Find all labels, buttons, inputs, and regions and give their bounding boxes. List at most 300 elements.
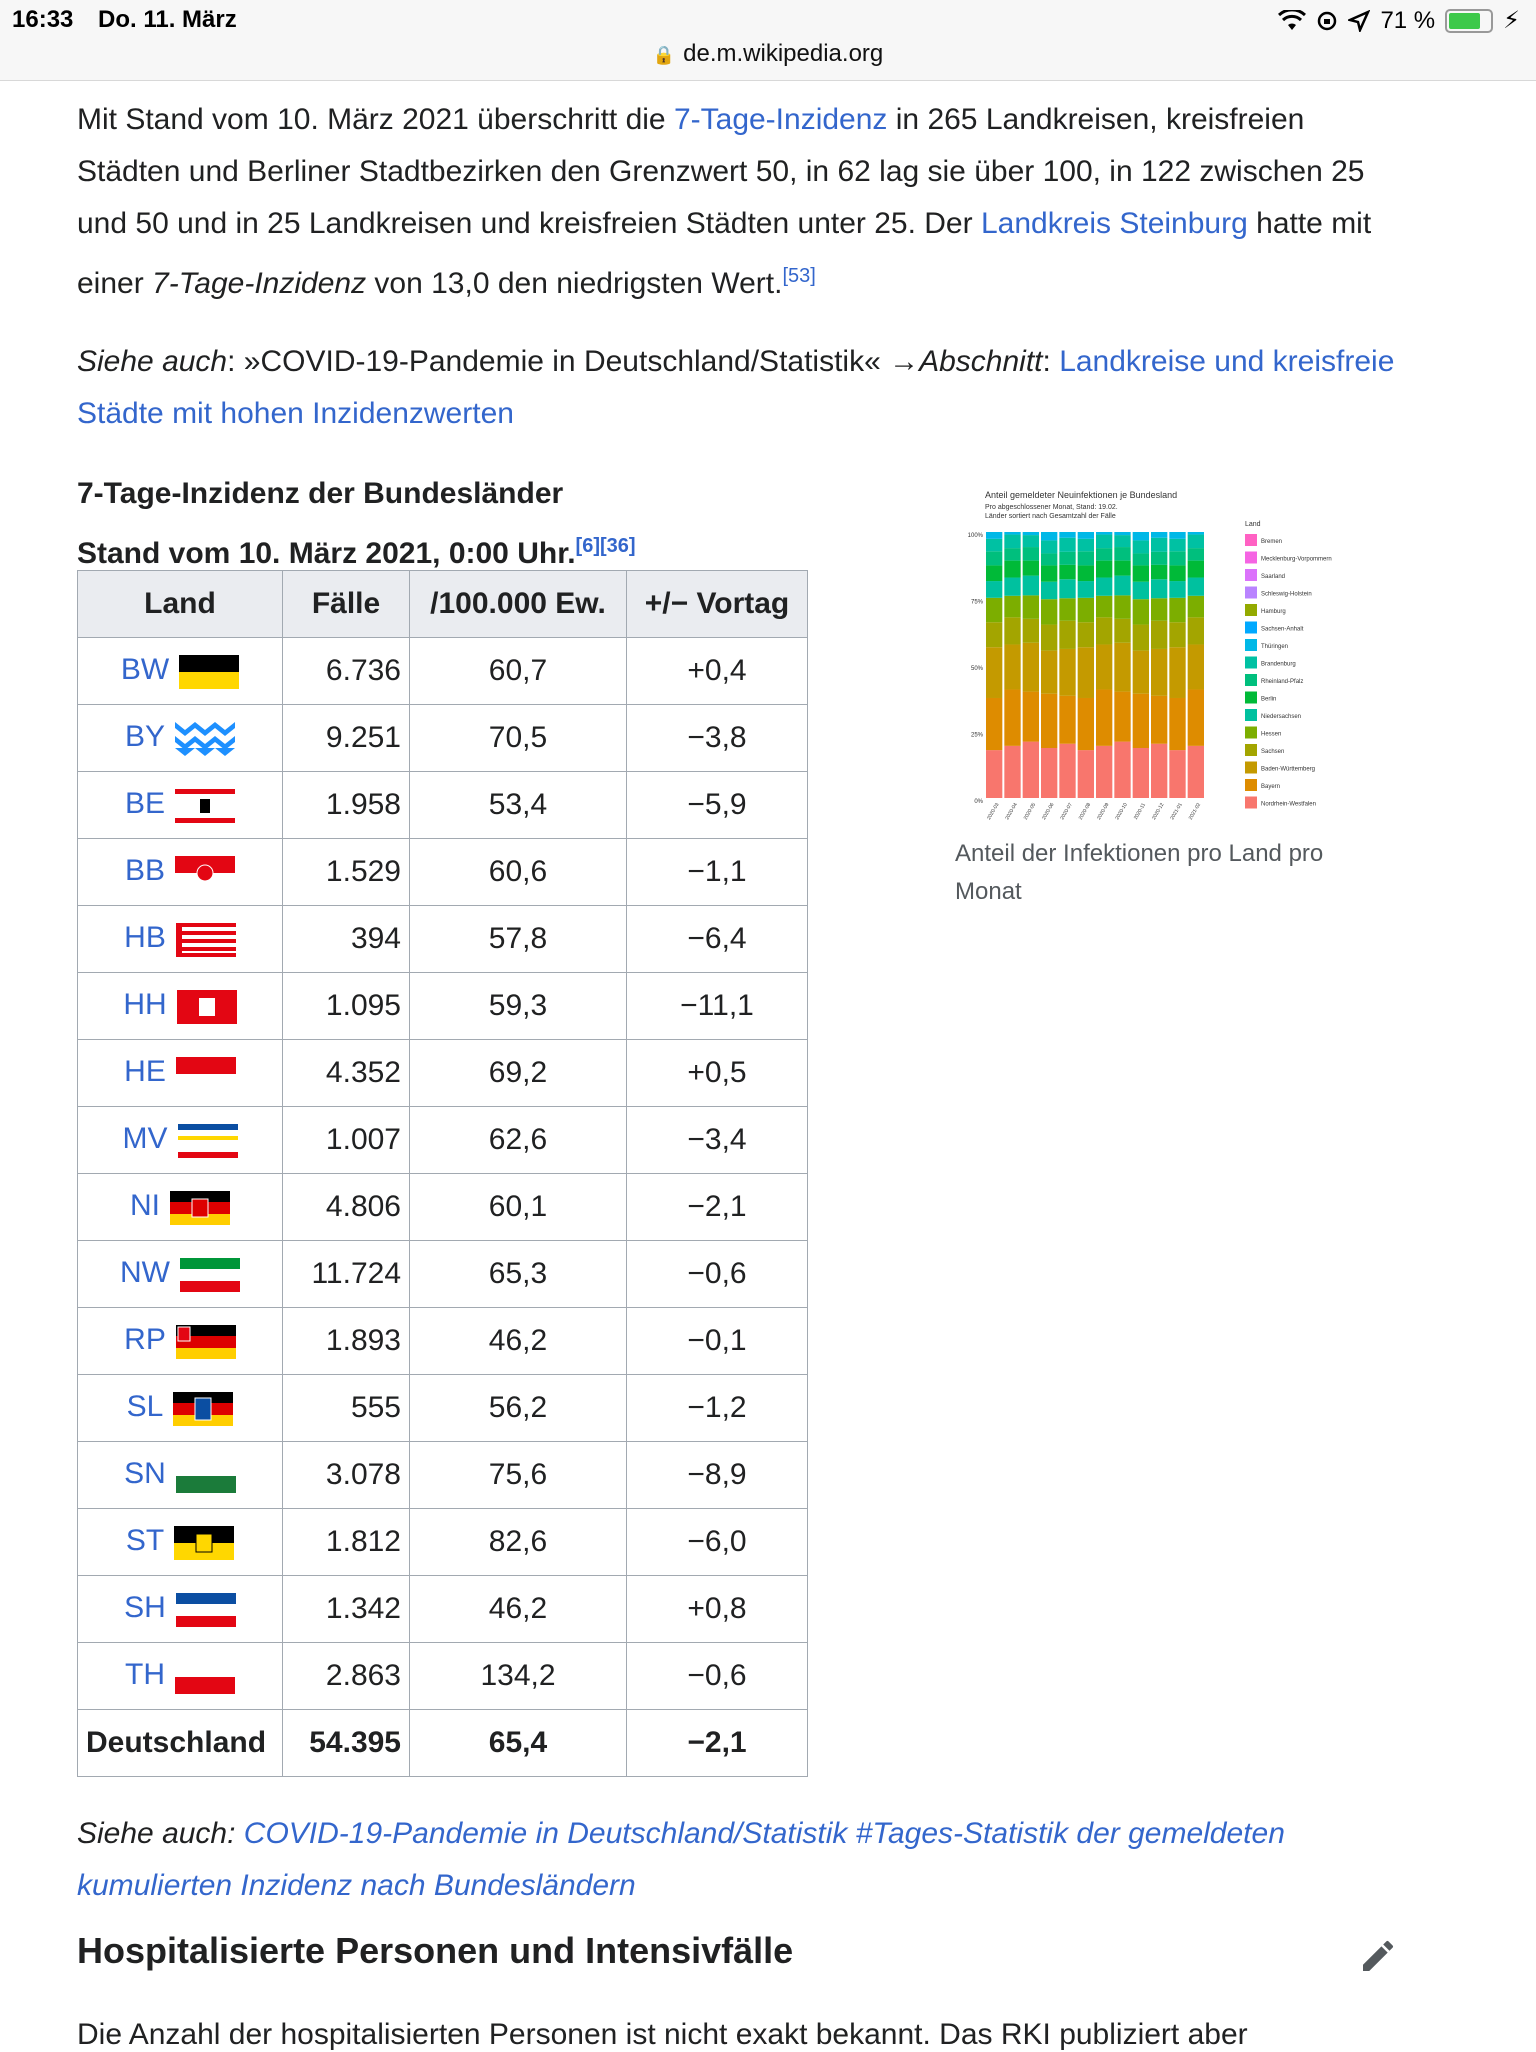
land-link[interactable]: HB: [124, 921, 166, 955]
stacked-segment: [1151, 696, 1167, 744]
legend-swatch: [1245, 604, 1257, 616]
stacked-segment: [1188, 689, 1204, 745]
cell-land[interactable]: [78, 705, 283, 772]
stacked-segment: [1133, 540, 1149, 553]
table-row: [78, 1107, 808, 1174]
land-link[interactable]: NI: [130, 1189, 160, 1223]
stacked-segment: [1096, 746, 1112, 798]
edit-pencil-icon[interactable]: [1358, 1936, 1398, 1976]
legend-swatch: [1245, 569, 1257, 581]
land-link[interactable]: BY: [124, 720, 166, 754]
cell-land[interactable]: [78, 772, 283, 839]
stacked-segment: [1078, 598, 1094, 622]
cell-faelle: 1.342: [283, 1576, 410, 1643]
land-link[interactable]: TH: [125, 1658, 165, 1692]
table-row: [78, 1576, 808, 1643]
cell-land[interactable]: [78, 973, 283, 1040]
stacked-segment: [1023, 576, 1039, 596]
cell-faelle: 3.078: [283, 1442, 410, 1509]
flag-icon: [175, 722, 235, 756]
cell-inzidenz: 60,7: [410, 638, 627, 705]
intro-paragraph: Mit Stand vom 10. März 2021 überschritt die 7-Tage-Inzidenz in 265 Landkreisen, kreisfreien Städten und Berliner Stadtbezirken den Grenzwert 50, in 62 lag sie über 100, in 122 zwischen 25 und 50 und in 25 Landkreisen und kreisfreien Städten unter 25. Der Landkreis Steinburg hatte mit einer 7-Tage-Inzidenz von 13,0 den niedrigsten Wert.[53]: [77, 103, 1372, 300]
x-tick-label: 2020-03: [986, 802, 1001, 820]
x-tick-label: 2020-09: [1096, 802, 1111, 820]
cell-vortag: −0,6: [627, 1643, 808, 1710]
table-row: [78, 1174, 808, 1241]
stacked-segment: [1096, 617, 1112, 644]
incidence-table: [77, 570, 808, 1777]
stacked-segment: [1078, 698, 1094, 750]
stacked-segment: [1133, 651, 1149, 694]
flag-icon: [175, 789, 235, 823]
stacked-segment: [1169, 698, 1185, 750]
cell-land[interactable]: [78, 839, 283, 906]
see-also-1: Siehe auch: »COVID-19-Pandemie in Deutschland/Statistik« →Abschnitt: Landkreise und kreisfreie Städte mit hohen Inzidenzwerten: [77, 345, 1395, 430]
cell-vortag: −5,9: [627, 772, 808, 839]
chart-thumbnail[interactable]: [955, 480, 1385, 911]
cell-vortag: −0,1: [627, 1308, 808, 1375]
cell-land[interactable]: [78, 1643, 283, 1710]
y-tick-label: 100%: [967, 533, 983, 539]
x-tick-label: 2020-05: [1022, 802, 1038, 820]
stacked-segment: [1151, 565, 1167, 579]
y-tick-label: 75%: [970, 599, 983, 606]
cell-vortag: −6,4: [627, 906, 808, 973]
table-row: [78, 1308, 808, 1375]
cell-vortag-total: −2,1: [627, 1710, 808, 1777]
stacked-segment: [1004, 644, 1020, 689]
cell-inzidenz: 59,3: [410, 973, 627, 1040]
stacked-segment: [1096, 596, 1112, 618]
stacked-segment: [1059, 696, 1075, 744]
legend-label: Sachsen: [1261, 749, 1285, 755]
stacked-segment: [1114, 561, 1130, 576]
stacked-segment: [1151, 579, 1167, 598]
stacked-segment: [1133, 565, 1149, 581]
stacked-segment: [1078, 551, 1094, 565]
cell-inzidenz: 70,5: [410, 705, 627, 772]
chart-title: Anteil gemeldeter Neuinfektionen je Bundesland: [985, 490, 1178, 500]
flag-icon: [174, 1526, 234, 1560]
stacked-segment: [1004, 578, 1020, 596]
stacked-segment: [986, 565, 1002, 581]
legend-swatch: [1245, 779, 1257, 791]
stacked-segment: [1041, 599, 1057, 624]
stacked-segment: [1151, 552, 1167, 565]
ref-53[interactable]: [53]: [782, 265, 816, 287]
legend-swatch: [1245, 587, 1257, 599]
status-icons: [1278, 6, 1520, 35]
link-landkreis-steinburg[interactable]: Landkreis Steinburg: [980, 207, 1248, 240]
cell-inzidenz: 46,2: [410, 1308, 627, 1375]
flag-icon: [177, 990, 237, 1024]
stacked-segment: [986, 750, 1002, 798]
stacked-segment: [1023, 535, 1039, 547]
legend-swatch: [1245, 657, 1257, 669]
cell-land[interactable]: [78, 1576, 283, 1643]
stacked-segment: [1188, 535, 1204, 549]
cell-land[interactable]: [78, 1509, 283, 1576]
stacked-segment: [1059, 532, 1075, 538]
stacked-segment: [1096, 689, 1112, 745]
stacked-segment: [1078, 565, 1094, 581]
flag-icon: [173, 1392, 233, 1426]
cell-vortag: −2,1: [627, 1174, 808, 1241]
stacked-segment: [986, 622, 1002, 647]
stacked-segment: [1004, 532, 1020, 535]
stacked-segment: [1114, 619, 1130, 643]
x-tick-label: 2020-04: [1004, 802, 1019, 820]
rotation-lock-icon: [1316, 10, 1338, 32]
stacked-segment: [1151, 532, 1167, 538]
stacked-bar-chart-image[interactable]: [955, 480, 1385, 820]
table-header-row: [78, 571, 808, 638]
stacked-segment: [1151, 649, 1167, 696]
cell-vortag: −1,1: [627, 839, 808, 906]
stacked-segment: [1023, 595, 1039, 618]
stacked-segment: [1059, 538, 1075, 552]
see-also-2: Siehe auch: COVID-19-Pandemie in Deutschland/Statistik #Tages-Statistik der gemeldeten kumulierten Inzidenz nach Bundesländern: [77, 1817, 1285, 1902]
stacked-segment: [1004, 746, 1020, 798]
x-tick-label: 2021-02: [1187, 802, 1203, 820]
x-tick-label: 2020-11: [1132, 802, 1148, 820]
stacked-segment: [1169, 598, 1185, 622]
cell-land[interactable]: [78, 1375, 283, 1442]
flag-icon: [176, 1459, 236, 1493]
location-icon: [1348, 10, 1370, 32]
cell-land[interactable]: [78, 638, 283, 705]
stacked-segment: [1151, 598, 1167, 621]
col-faelle[interactable]: Fälle: [283, 571, 410, 638]
cell-vortag: −0,6: [627, 1241, 808, 1308]
stacked-segment: [1023, 561, 1039, 576]
stacked-segment: [1188, 617, 1204, 644]
article-content: [77, 80, 1407, 440]
legend-label: Bayern: [1261, 784, 1281, 790]
col-inzidenz[interactable]: /100.000 Ew.: [410, 571, 627, 638]
cell-faelle: 1.812: [283, 1509, 410, 1576]
table-row: [78, 638, 808, 705]
legend-swatch: [1245, 797, 1257, 809]
cell-land[interactable]: [78, 1308, 283, 1375]
stacked-segment: [1041, 532, 1057, 540]
flag-icon: [176, 1325, 236, 1359]
stacked-segment: [1133, 599, 1149, 624]
legend-swatch: [1245, 692, 1257, 704]
table-caption: 7-Tage-Inzidenz der Bundesländer Stand vom 10. März 2021, 0:00 Uhr.[6][36]: [77, 477, 636, 570]
link-tages-statistik[interactable]: COVID-19-Pandemie in Deutschland/Statistik #Tages-Statistik der gemeldeten kumulierten Inzidenz nach Bundesländern: [77, 1817, 1285, 1902]
cell-inzidenz: 69,2: [410, 1040, 627, 1107]
x-tick-label: 2020-08: [1077, 802, 1093, 820]
stacked-segment: [1096, 578, 1112, 596]
stacked-segment: [1133, 625, 1149, 651]
link-hohe-inzidenzwerte[interactable]: Landkreise und kreisfreie Städte mit hohen Inzidenzwerten: [77, 345, 1395, 430]
table-row: [78, 772, 808, 839]
stacked-segment: [1023, 643, 1039, 692]
y-tick-label: 50%: [970, 666, 983, 672]
stacked-segment: [1041, 565, 1057, 581]
section-paragraph: Die Anzahl der hospitalisierten Personen ist nicht exakt bekannt. Das RKI publiziert aber: [77, 2018, 1248, 2051]
flag-icon: [170, 1191, 230, 1225]
cell-faelle: 1.958: [283, 772, 410, 839]
table-row: [78, 839, 808, 906]
legend-swatch: [1245, 762, 1257, 774]
stacked-segment: [1188, 746, 1204, 798]
stacked-segment: [1169, 750, 1185, 798]
x-tick-label: 2020-10: [1114, 802, 1129, 820]
stacked-segment: [1004, 596, 1020, 618]
stacked-segment: [1151, 538, 1167, 552]
cell-faelle: 11.724: [283, 1241, 410, 1308]
cell-land[interactable]: [78, 1174, 283, 1241]
legend-label: Rheinland-Pfalz: [1261, 679, 1304, 685]
stacked-segment: [1188, 596, 1204, 618]
legend-label: Mecklenburg-Vorpommern: [1261, 556, 1332, 563]
stacked-segment: [1023, 619, 1039, 643]
stacked-segment: [1004, 535, 1020, 549]
stacked-segment: [1169, 581, 1185, 598]
table-row: [78, 1643, 808, 1710]
stacked-segment: [1169, 539, 1185, 552]
stacked-segment: [1059, 552, 1075, 565]
table-row: [78, 1040, 808, 1107]
table-row: [78, 1442, 808, 1509]
stacked-segment: [1041, 540, 1057, 553]
stacked-segment: [1188, 561, 1204, 578]
land-link[interactable]: BE: [124, 787, 166, 821]
stacked-segment: [1023, 742, 1039, 798]
stacked-segment: [1096, 532, 1112, 535]
cell-faelle: 2.863: [283, 1643, 410, 1710]
cell-inzidenz: 65,3: [410, 1241, 627, 1308]
stacked-segment: [1041, 748, 1057, 798]
cell-land[interactable]: [78, 1241, 283, 1308]
stacked-segment: [1133, 748, 1149, 798]
chart-subtitle: Pro abgeschlossener Monat, Stand: 19.02.: [985, 504, 1118, 511]
stacked-segment: [986, 598, 1002, 622]
flag-icon: [176, 1593, 236, 1627]
stacked-segment: [1169, 565, 1185, 581]
cell-faelle: 6.736: [283, 638, 410, 705]
land-link[interactable]: BW: [120, 653, 170, 687]
cell-inzidenz: 82,6: [410, 1509, 627, 1576]
stacked-segment: [1023, 692, 1039, 742]
chart-subtitle: Länder sortiert nach Gesamtzahl der Fälle: [985, 513, 1116, 520]
stacked-segment: [1059, 649, 1075, 696]
cell-inzidenz: 57,8: [410, 906, 627, 973]
table-total-row: [78, 1710, 808, 1777]
legend-label: Sachsen-Anhalt: [1261, 626, 1304, 633]
charging-icon: ⚡: [1503, 7, 1520, 34]
cell-inzidenz: 60,6: [410, 839, 627, 906]
stacked-segment: [1096, 535, 1112, 549]
legend-swatch: [1245, 709, 1257, 721]
stacked-segment: [1078, 750, 1094, 798]
stacked-segment: [1169, 532, 1185, 539]
legend-swatch: [1245, 534, 1257, 546]
flag-icon: [179, 655, 239, 689]
cell-faelle: 4.352: [283, 1040, 410, 1107]
stacked-segment: [1188, 532, 1204, 535]
cell-vortag: +0,5: [627, 1040, 808, 1107]
cell-vortag: −8,9: [627, 1442, 808, 1509]
cell-faelle: 394: [283, 906, 410, 973]
legend-label: Berlin: [1261, 696, 1277, 703]
land-link[interactable]: RP: [124, 1323, 166, 1357]
flag-icon: [178, 1124, 238, 1158]
stacked-segment: [1041, 694, 1057, 748]
land-link[interactable]: ST: [125, 1524, 165, 1558]
land-link[interactable]: HH: [123, 988, 167, 1022]
land-link[interactable]: NW: [120, 1256, 170, 1290]
legend-swatch: [1245, 552, 1257, 564]
table-row: [78, 1375, 808, 1442]
flag-icon: [176, 923, 236, 957]
stacked-segment: [1059, 744, 1075, 798]
cell-land[interactable]: [78, 1107, 283, 1174]
land-link[interactable]: SL: [126, 1390, 164, 1424]
stacked-segment: [1041, 625, 1057, 651]
cell-land[interactable]: [78, 906, 283, 973]
stacked-segment: [1133, 532, 1149, 540]
stacked-segment: [986, 698, 1002, 750]
col-vortag[interactable]: +/− Vortag: [627, 571, 808, 638]
stacked-segment: [1041, 582, 1057, 600]
stacked-segment: [1059, 621, 1075, 649]
cell-inzidenz: 46,2: [410, 1576, 627, 1643]
stacked-segment: [1004, 617, 1020, 644]
x-tick-label: 2021-01: [1169, 802, 1184, 820]
cell-vortag: +0,4: [627, 638, 808, 705]
stacked-segment: [1059, 565, 1075, 579]
cell-faelle: 1.529: [283, 839, 410, 906]
battery-percent: 71 %: [1380, 6, 1436, 34]
stacked-segment: [1041, 651, 1057, 694]
cell-inzidenz: 53,4: [410, 772, 627, 839]
cell-inzidenz: 60,1: [410, 1174, 627, 1241]
legend-label: Niedersachsen: [1261, 714, 1302, 720]
stacked-segment: [1041, 553, 1057, 565]
stacked-segment: [986, 539, 1002, 552]
table-row: [78, 1241, 808, 1308]
cell-faelle: 555: [283, 1375, 410, 1442]
cell-faelle: 4.806: [283, 1174, 410, 1241]
wifi-icon: [1278, 10, 1306, 32]
flag-icon: [180, 1258, 240, 1292]
legend-swatch: [1245, 622, 1257, 634]
legend-label: Brandenburg: [1261, 661, 1296, 668]
legend-swatch: [1245, 639, 1257, 651]
stacked-segment: [1169, 622, 1185, 647]
cell-faelle: 1.007: [283, 1107, 410, 1174]
stacked-segment: [1004, 561, 1020, 578]
stacked-segment: [986, 532, 1002, 539]
address-bar[interactable]: [0, 40, 1536, 68]
cell-faelle: 9.251: [283, 705, 410, 772]
land-link[interactable]: MV: [122, 1122, 168, 1156]
land-link[interactable]: SH: [124, 1591, 166, 1625]
stacked-segment: [1188, 548, 1204, 561]
stacked-segment: [986, 647, 1002, 698]
stacked-segment: [1151, 621, 1167, 649]
legend-label: Nordrhein-Westfalen: [1261, 801, 1316, 808]
link-7-tage-inzidenz[interactable]: 7-Tage-Inzidenz: [673, 103, 888, 136]
stacked-segment: [1133, 553, 1149, 565]
battery-icon: [1445, 9, 1493, 33]
cell-land[interactable]: [78, 1442, 283, 1509]
stacked-segment: [1114, 535, 1130, 547]
legend-label: Thüringen: [1261, 644, 1289, 650]
legend-swatch: [1245, 744, 1257, 756]
stacked-segment: [1078, 539, 1094, 552]
stacked-segment: [1023, 547, 1039, 561]
cell-faelle: 1.095: [283, 973, 410, 1040]
stacked-segment: [1078, 647, 1094, 698]
thumbnail-caption: Anteil der Infektionen pro Land pro Monat: [955, 840, 1324, 905]
legend-label: Hessen: [1261, 731, 1282, 738]
stacked-segment: [1096, 548, 1112, 561]
legend-label: Baden-Württemberg: [1261, 766, 1316, 773]
cell-land[interactable]: [78, 1040, 283, 1107]
cell-vortag: −3,4: [627, 1107, 808, 1174]
ref-36[interactable]: [36]: [600, 535, 636, 557]
stacked-segment: [1078, 581, 1094, 598]
legend-title: Land: [1245, 521, 1261, 528]
stacked-segment: [1059, 579, 1075, 598]
cell-vortag: −11,1: [627, 973, 808, 1040]
url-text: de.m.wikipedia.org: [683, 40, 884, 67]
y-tick-label: 25%: [970, 732, 983, 739]
legend-label: Hamburg: [1261, 609, 1286, 615]
cell-inzidenz: 134,2: [410, 1643, 627, 1710]
stacked-segment: [1114, 595, 1130, 618]
stacked-segment: [1004, 689, 1020, 745]
stacked-segment: [986, 551, 1002, 565]
stacked-segment: [1188, 578, 1204, 596]
col-land[interactable]: Land: [78, 571, 283, 638]
stacked-segment: [1114, 692, 1130, 742]
table-row: [78, 705, 808, 772]
cell-inzidenz: 56,2: [410, 1375, 627, 1442]
cell-faelle-total: 54.395: [283, 1710, 410, 1777]
stacked-segment: [1133, 582, 1149, 600]
land-link[interactable]: BB: [124, 854, 166, 888]
cell-vortag: −1,2: [627, 1375, 808, 1442]
ref-6[interactable]: [6]: [575, 535, 600, 557]
status-bar: [0, 0, 1536, 81]
flag-icon: [175, 856, 235, 890]
x-tick-label: 2020-12: [1151, 802, 1166, 820]
legend-swatch: [1245, 727, 1257, 739]
cell-land-total: Deutschland: [78, 1710, 283, 1777]
lock-icon: 🔒: [652, 45, 676, 65]
stacked-segment: [1133, 694, 1149, 748]
legend-swatch: [1245, 674, 1257, 686]
legend-label: Bremen: [1261, 539, 1283, 545]
stacked-segment: [1114, 742, 1130, 798]
stacked-segment: [986, 581, 1002, 598]
legend-label: Saarland: [1261, 574, 1286, 580]
land-link[interactable]: SN: [124, 1457, 166, 1491]
land-link[interactable]: HE: [124, 1055, 166, 1089]
stacked-segment: [1004, 548, 1020, 561]
stacked-segment: [1169, 551, 1185, 565]
legend-label: Schleswig-Holstein: [1261, 591, 1312, 598]
date: Do. 11. März: [98, 6, 237, 33]
stacked-segment: [1114, 643, 1130, 692]
cell-inzidenz: 62,6: [410, 1107, 627, 1174]
stacked-segment: [1114, 532, 1130, 535]
